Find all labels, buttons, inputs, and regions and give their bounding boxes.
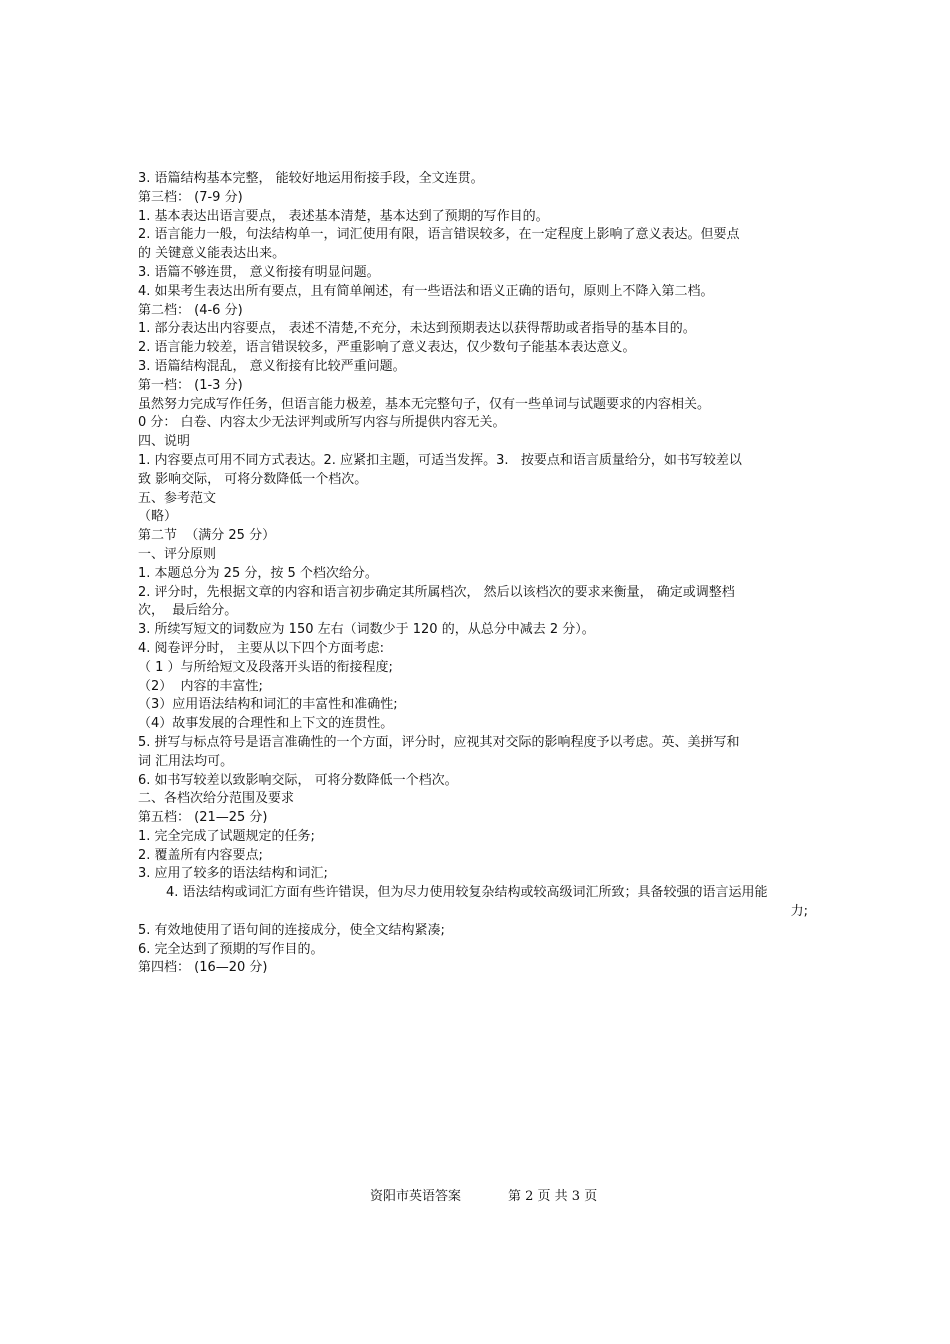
text-line: （4）故事发展的合理性和上下文的连贯性。	[138, 716, 394, 732]
text-line: 1. 内容要点可用不同方式表达。2. 应紧扣主题，可适当发挥。3. 按要点和语言质量给分，如书写较差以	[138, 452, 742, 468]
section-heading: 第一档： (1-3 分)	[138, 377, 243, 393]
text-line: 6. 如书写较差以致影响交际， 可将分数降低一个档次。	[138, 772, 458, 788]
text-line: 3. 语篇结构混乱， 意义衔接有比较严重问题。	[138, 358, 406, 374]
section-heading: 二、各档次给分范围及要求	[138, 791, 295, 807]
text-line: 5. 拼写与标点符号是语言准确性的一个方面，评分时，应视其对交际的影响程度予以考虑。英、美拼写和	[138, 734, 740, 750]
text-line: 1. 本题总分为 25 分，按 5 个档次给分。	[138, 565, 378, 581]
text-line: 1. 完全完成了试题规定的任务;	[138, 828, 315, 844]
section-heading: 第二节 （满分 25 分）	[138, 528, 276, 544]
text-line: （ 1 ）与所给短文及段落开头语的衔接程度;	[138, 659, 393, 675]
text-line: 1. 基本表达出语言要点， 表述基本清楚，基本达到了预期的写作目的。	[138, 208, 549, 224]
text-line: 1. 部分表达出内容要点， 表述不清楚,不充分，未达到预期表达以获得帮助或者指导的基本目的。	[138, 321, 696, 337]
text-line: 词 汇用法均可。	[138, 753, 234, 769]
footer-document-name: 资阳市英语答案	[370, 1189, 462, 1204]
section-heading: 五、参考范文	[138, 490, 217, 506]
section-heading: 一、评分原则	[138, 546, 217, 562]
text-line: 力;	[790, 904, 808, 920]
text-line: 3. 语篇结构基本完整， 能较好地运用衔接手段，全文连贯。	[138, 171, 484, 186]
text-line: 6. 完全达到了预期的写作目的。	[138, 941, 324, 957]
text-line: 虽然努力完成写作任务，但语言能力极差，基本无完整句子，仅有一些单词与试题要求的内容相关。	[138, 396, 711, 412]
text-line: （3）应用语法结构和词汇的丰富性和准确性;	[138, 697, 398, 713]
document-body	[138, 170, 818, 978]
text-line: 3. 语篇不够连贯， 意义衔接有明显问题。	[138, 264, 380, 280]
text-line: 次， 最后给分。	[138, 603, 238, 619]
text-line: 2. 语言能力较差，语言错误较多，严重影响了意义表达，仅少数句子能基本表达意义。	[138, 340, 636, 356]
text-line: 致 影响交际， 可将分数降低一个档次。	[138, 471, 368, 487]
text-line: 2. 覆盖所有内容要点;	[138, 847, 263, 863]
text-line: 4. 如果考生表达出所有要点，且有简单阐述，有一些语法和语义正确的语句，原则上不降入第二档。	[138, 283, 714, 299]
text-line: 4. 语法结构或词汇方面有些许错误，但为尽力使用较复杂结构或较高级词汇所致；具备较强的语言运用能	[166, 885, 768, 901]
text-line: （2） 内容的丰富性;	[138, 678, 263, 694]
text-line: 3. 应用了较多的语法结构和词汇;	[138, 866, 328, 882]
text-line: （略）	[138, 509, 178, 525]
section-heading: 第五档： (21—25 分)	[138, 810, 268, 826]
text-line: 2. 评分时，先根据文章的内容和语言初步确定其所属档次， 然后以该档次的要求来衡量， 确定或调整档	[138, 584, 735, 600]
section-heading: 第三档： (7-9 分)	[138, 189, 243, 205]
section-heading: 第二档： (4-6 分)	[138, 302, 243, 318]
section-heading: 四、说明	[138, 434, 191, 450]
text-line: 0 分： 白卷、内容太少无法评判或所写内容与所提供内容无关。	[138, 415, 506, 431]
footer-page-number: 第 2 页 共 3 页	[508, 1189, 598, 1204]
section-heading: 第四档： (16—20 分)	[138, 960, 268, 976]
text-line: 2. 语言能力一般，句法结构单一，词汇使用有限，语言错误较多，在一定程度上影响了意义表达。但要点	[138, 227, 740, 243]
text-line: 5. 有效地使用了语句间的连接成分，使全文结构紧凑;	[138, 922, 445, 938]
text-line: 3. 所续写短文的词数应为 150 左右（词数少于 120 的，从总分中减去 2 分）。	[138, 622, 595, 638]
text-line: 4. 阅卷评分时， 主要从以下四个方面考虑:	[138, 640, 385, 656]
text-line: 的 关键意义能表达出来。	[138, 246, 286, 262]
